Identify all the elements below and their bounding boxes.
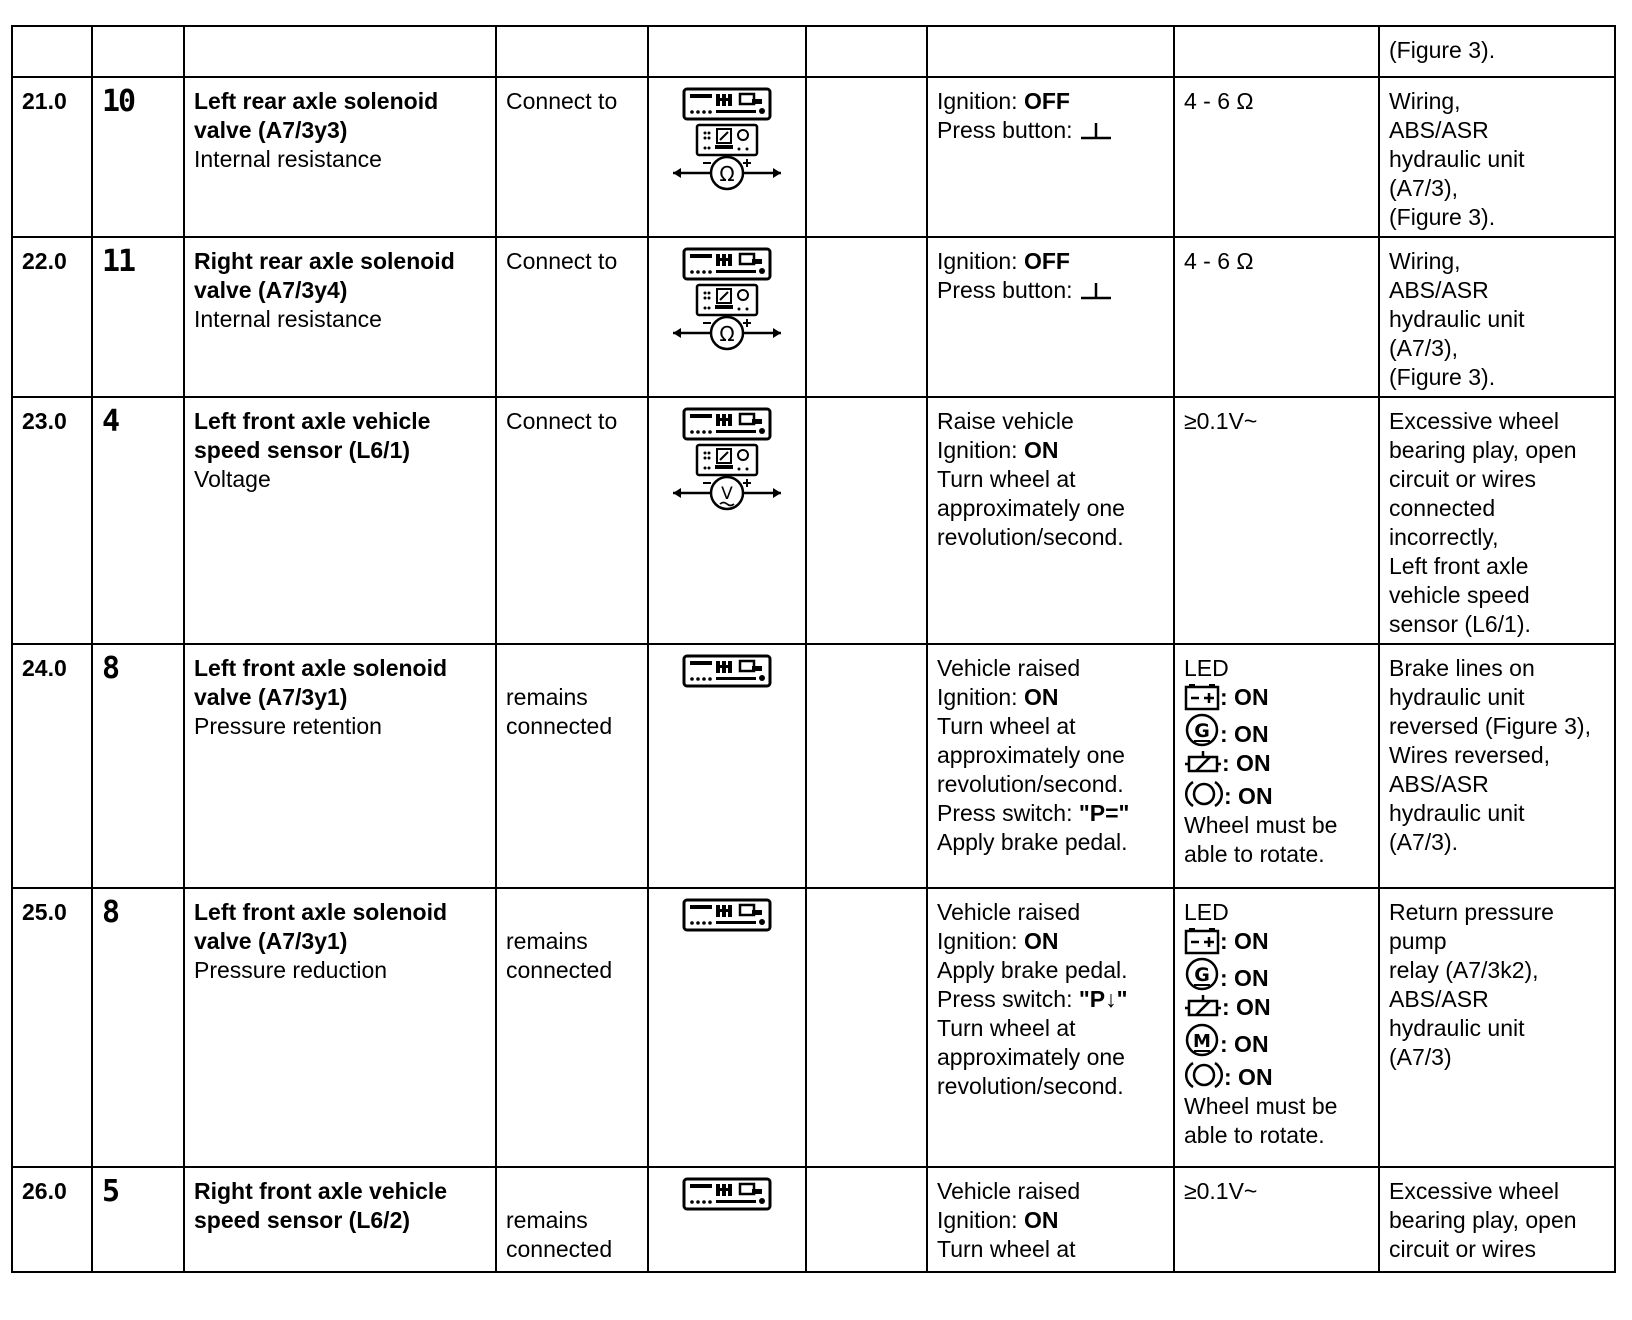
test-component: Left front axle solenoid valve (A7/3y1) [194,899,448,954]
test-component: Left front axle solenoid valve (A7/3y1) [194,655,448,710]
step-number: 23.0 [22,408,67,434]
instrument-cell [648,644,806,888]
condition-label: Ignition: [937,437,1024,463]
specification-cell [1174,77,1379,237]
remedy-line: ABS/ASR [1389,117,1489,143]
blank-cell [806,397,927,644]
instrument-cell [648,1167,806,1272]
connection-cell [496,237,648,397]
condition-label: Ignition: [937,684,1024,710]
remedy-line: Wiring, [1389,88,1461,114]
test-type: Internal resistance [194,146,382,172]
remedy-cell [1379,1167,1615,1272]
conditions-cell [927,888,1174,1167]
table-row [12,237,1615,397]
led-status: : ON [1220,928,1269,954]
tester-voltmeter-icon [667,407,787,517]
connection-text: remains connected [506,928,613,983]
step-number: 22.0 [22,248,67,274]
test-component: Right rear axle solenoid valve (A7/3y4) [194,248,455,303]
test-cell [184,888,496,1167]
remedy-line: Left front axle vehicle speed sensor (L6/1). [1389,553,1531,637]
specification-cell [1174,26,1379,77]
test-component: Left front axle vehicle speed sensor (L6/1) [194,408,431,463]
test-type: Pressure retention [194,713,382,739]
generator-icon [1184,712,1220,748]
specification-cell [1174,644,1379,888]
condition-value: "P↓" [1078,986,1128,1012]
condition-value: "P=" [1078,800,1130,826]
specification-value: ≥0.1V~ [1184,408,1258,434]
instrument-cell [648,26,806,77]
remedy-line: (Figure 3). [1389,204,1496,230]
led-title: LED [1184,899,1229,925]
remedy-line: (A7/3), [1389,175,1459,201]
condition-text: Raise vehicle [937,408,1074,434]
digit-cell [92,237,184,397]
condition-label: Press button: [937,117,1073,143]
remedy-line: hydraulic unit [1389,306,1525,332]
connection-cell [496,77,648,237]
condition-text: Vehicle raised [937,1178,1081,1204]
instrument-cell [648,237,806,397]
instrument-cell [648,77,806,237]
brake-icon [1184,778,1224,810]
condition-text: Turn wheel at approximately one revolution/second. [937,713,1125,797]
remedy-cell [1379,644,1615,888]
condition-value: ON [1023,1207,1059,1233]
svg-text:Ω: Ω [719,162,735,186]
condition-text: Turn wheel at approximately one revolution/second. [937,1015,1125,1099]
display-digit: 10 [102,84,135,119]
brake-icon [1184,1059,1224,1091]
blank-cell [806,1167,927,1272]
led-status: : ON [1220,684,1269,710]
led-status: : ON [1220,721,1269,747]
remedy-line: Brake lines on hydraulic unit reversed (Figure 3), [1389,655,1591,739]
remedy-line: ABS/ASR [1389,771,1489,797]
blank-cell [806,26,927,77]
display-digit: 11 [102,244,135,279]
tester-icon [682,898,772,932]
remedy-line: (Figure 3). [1389,364,1496,390]
test-cell [184,1167,496,1272]
instrument-cell [648,397,806,644]
tester-icon [682,654,772,688]
tester-icon [682,1177,772,1211]
remedy-line: ABS/ASR [1389,277,1489,303]
step-cell [12,26,92,77]
remedy-cell [1379,77,1615,237]
tester-ohmmeter-icon [667,87,787,197]
remedy-line: Wiring, [1389,248,1461,274]
conditions-cell [927,1167,1174,1272]
led-status: : ON [1222,994,1271,1020]
specification-value: ≥0.1V~ [1184,1178,1258,1204]
step-cell [12,77,92,237]
table-row [12,1167,1615,1272]
test-type: Internal resistance [194,306,382,332]
connection-cell [496,888,648,1167]
specification-cell [1174,1167,1379,1272]
digit-cell [92,77,184,237]
test-component: Left rear axle solenoid valve (A7/3y3) [194,88,439,143]
blank-cell [806,237,927,397]
led-status: : ON [1220,965,1269,991]
condition-value: OFF [1023,88,1070,114]
digit-cell [92,644,184,888]
display-digit: 5 [102,1174,119,1209]
connection-text: remains connected [506,684,613,739]
connection-cell [496,397,648,644]
test-cell [184,77,496,237]
remedy-line: hydraulic unit [1389,1015,1525,1041]
blank-cell [806,644,927,888]
specification-cell [1174,397,1379,644]
led-title: LED [1184,655,1229,681]
conditions-cell [927,77,1174,237]
remedy-line: (A7/3). [1389,829,1459,855]
remedy-line: Return pressure pump [1389,899,1554,954]
condition-value: ON [1023,928,1059,954]
ground-symbol-icon [1079,282,1113,300]
led-status: : ON [1222,750,1271,776]
connection-cell [496,644,648,888]
remedy-line: Wires reversed, [1389,742,1551,768]
test-type: Voltage [194,466,271,492]
condition-label: Press switch: [937,986,1079,1012]
digit-cell [92,397,184,644]
remedy-line: (A7/3) [1389,1044,1452,1070]
conditions-cell [927,26,1174,77]
specification-value: 4 - 6 Ω [1184,248,1254,274]
test-component: Right front axle vehicle speed sensor (L6/2) [194,1178,448,1233]
connection-cell [496,26,648,77]
remedy-line: hydraulic unit [1389,800,1525,826]
step-number: 21.0 [22,88,67,114]
digit-cell [92,26,184,77]
motor-icon [1184,1022,1220,1058]
test-cell [184,397,496,644]
condition-value: ON [1023,684,1059,710]
table-row [12,397,1615,644]
condition-text: Apply brake pedal. [937,829,1128,855]
specification-cell [1174,888,1379,1167]
condition-label: Press switch: [937,800,1079,826]
tester-ohmmeter-icon [667,247,787,357]
condition-text: Vehicle raised [937,899,1081,925]
specification-value: 4 - 6 Ω [1184,88,1254,114]
connection-text: Connect to [506,408,618,434]
display-digit: 8 [102,651,119,686]
ground-symbol-icon [1079,122,1113,140]
remedy-line: hydraulic unit [1389,146,1525,172]
remedy-cell [1379,26,1615,77]
remedy-line: Excessive wheel bearing play, open circuit or wires connected incorrectly, [1389,408,1577,550]
relay-icon [1184,749,1222,777]
condition-label: Ignition: [937,928,1024,954]
specification-note: Wheel must be able to rotate. [1184,1093,1338,1148]
display-digit: 8 [102,895,119,930]
connection-text: Connect to [506,88,618,114]
connection-cell [496,1167,648,1272]
step-cell [12,644,92,888]
connection-text: remains connected [506,1207,613,1262]
blank-cell [806,888,927,1167]
condition-label: Ignition: [937,1207,1024,1233]
test-cell [184,644,496,888]
instrument-cell [648,888,806,1167]
conditions-cell [927,644,1174,888]
remedy-line: ABS/ASR [1389,986,1489,1012]
remedy-line: (A7/3), [1389,335,1459,361]
remedy-line: (Figure 3). [1389,37,1496,63]
digit-cell [92,888,184,1167]
table-row [12,888,1615,1167]
generator-icon [1184,956,1220,992]
condition-label: Press button: [937,277,1073,303]
step-cell [12,237,92,397]
remedy-cell [1379,397,1615,644]
remedy-cell [1379,888,1615,1167]
battery-icon [1184,927,1220,955]
condition-label: Ignition: [937,88,1024,114]
svg-text:V: V [721,484,733,504]
specification-cell [1174,237,1379,397]
conditions-cell [927,397,1174,644]
remedy-cell [1379,237,1615,397]
relay-icon [1184,993,1222,1021]
led-status: : ON [1220,1031,1269,1057]
remedy-line: Excessive wheel bearing play, open circuit or wires [1389,1178,1577,1262]
digit-cell [92,1167,184,1272]
condition-label: Ignition: [937,248,1024,274]
led-status: : ON [1224,783,1273,809]
condition-text: Turn wheel at approximately one revolution/second. [937,466,1125,550]
svg-text:Ω: Ω [719,322,735,346]
test-type: Pressure reduction [194,957,388,983]
test-cell [184,237,496,397]
display-digit: 4 [102,404,119,439]
connection-text: Connect to [506,248,618,274]
step-cell [12,1167,92,1272]
blank-cell [806,77,927,237]
led-status: : ON [1224,1064,1273,1090]
condition-text: Apply brake pedal. [937,957,1128,983]
test-cell [184,26,496,77]
table-row [12,77,1615,237]
condition-value: OFF [1023,248,1070,274]
specification-note: Wheel must be able to rotate. [1184,812,1338,867]
diagnostic-test-table [11,25,1616,1273]
table-row [12,644,1615,888]
step-number: 26.0 [22,1178,67,1204]
remedy-line: relay (A7/3k2), [1389,957,1539,983]
battery-icon [1184,683,1220,711]
condition-value: ON [1023,437,1059,463]
step-number: 24.0 [22,655,67,681]
table-row [12,26,1615,77]
condition-text: Turn wheel at [937,1236,1076,1262]
step-cell [12,888,92,1167]
step-number: 25.0 [22,899,67,925]
conditions-cell [927,237,1174,397]
condition-text: Vehicle raised [937,655,1081,681]
step-cell [12,397,92,644]
